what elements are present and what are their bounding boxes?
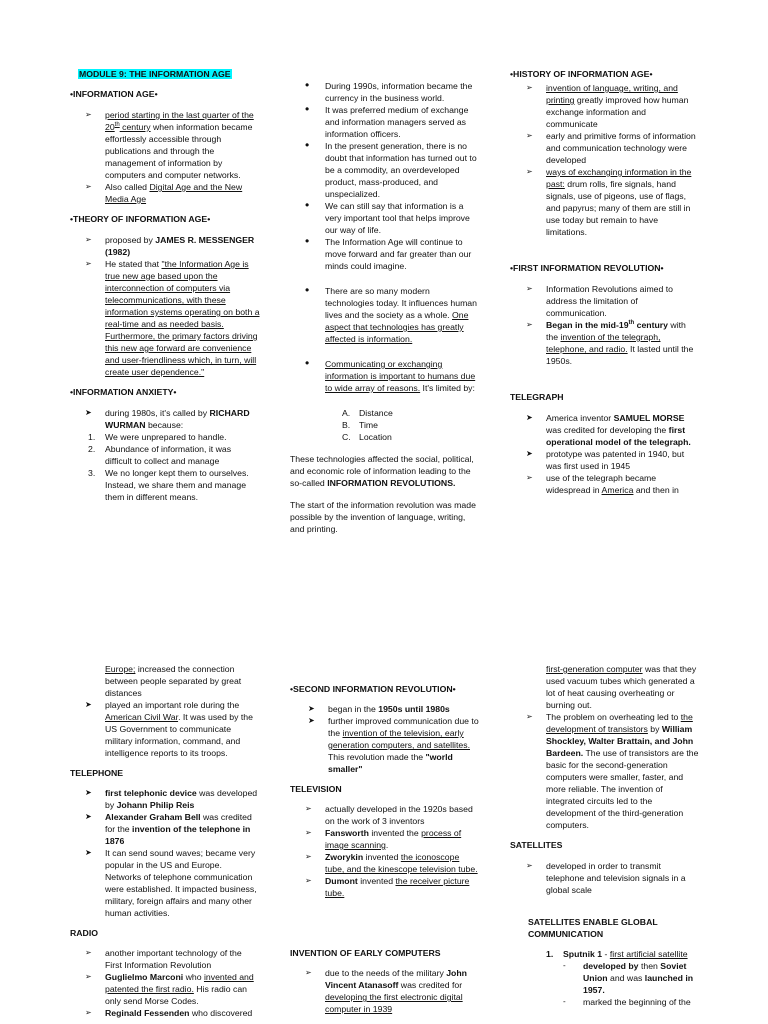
list-item: • The Information Age will continue to move forward and far greater than our minds could imagine. [305,234,472,271]
list-item: ➤ during 1980s, it's called by RICHARD WURMAN because: [85,408,250,430]
arrow-bullet-icon: ➢ [85,110,92,119]
telegraph-cont-list [85,699,260,759]
list-item: ➤ began in the 1950s until 1980s [308,704,450,714]
filled-arrow-bullet-icon: ➤ [85,700,92,709]
satellites-list [526,860,700,896]
list-item: • There are so many modern technologies today. It influences human lives and the society as a whole. One aspect that technologies has greatly affected is information. [305,283,477,344]
bullet-dot-icon: • [305,102,310,116]
list-item: ➢ Information Revolutions aimed to address the limitation of communication. [526,284,673,318]
heading-first-revolution: •FIRST INFORMATION REVOLUTION• [510,263,664,273]
bullet-dot-icon: • [305,138,310,152]
filled-arrow-bullet-icon: ➤ [308,704,315,713]
list-item: • We can still say that information is a very important tool that helps improve our way of life. [305,198,470,235]
list-item: ➢ Dumont invented the receiver picture tube. [305,876,470,898]
list-item: • It was preferred medium of exchange and information managers served as information officers. [305,102,469,139]
arrow-bullet-icon: ➢ [85,972,92,981]
list-item: ➤ further improved communication due to the invention of the television, early generation computers, and satellites. This revolution made the "world smaller" [308,716,479,774]
list-item: ➢ use of the telegraph became widespread in America and then in [526,473,679,495]
early-computers-list [305,967,480,1015]
list-item: ➢ actually developed in the 1920s based on the work of 3 inventors [305,804,473,826]
list-item: ➢ due to the needs of the military John Vincent Atanasoff was credited for developing the first electronic digital computer in 1939 [305,968,467,1014]
transistors-list [526,711,700,831]
list-item: A. Distance [342,408,393,418]
list-item: ➢ Guglielmo Marconi who invented and patented the first radio. His radio can only send Morse Codes. [85,972,254,1006]
list-item: ➢ another important technology of the First Information Revolution [85,948,242,970]
filled-arrow-bullet-icon: ➤ [85,408,92,417]
sputnik-details-list [563,960,700,1008]
heading-telegraph: TELEGRAPH [510,392,564,402]
list-item: ➢ Also called Digital Age and the New Media Age [85,182,243,204]
satellite-examples-list [546,948,700,960]
list-item: ➢ Reginald Fessenden who discovered [85,1008,253,1018]
list-item: ➤ prototype was patented in 1940, but was first used in 1945 [526,449,685,471]
heading-information-age: •INFORMATION AGE• [70,89,158,99]
paragraph-revolutions: These technologies affected the social, political, and economic role of information leading to the so-called INFORMATION REVOLUTIONS. [290,454,474,488]
heading-theory: •THEORY OF INFORMATION AGE• [70,214,211,224]
telephone-list [85,787,260,919]
arrow-bullet-icon: ➢ [305,968,312,977]
limits-list [342,407,480,443]
anxiety-list [85,407,260,431]
heading-history: •HISTORY OF INFORMATION AGE• [510,69,653,79]
arrow-bullet-icon: ➢ [526,167,533,176]
second-revolution-list [308,703,480,775]
list-item: ➢ ways of exchanging information in the past: drum rolls, fire signals, hand signals, use of pigeons, use of flags, and papyrus; many of them are still in use today but remain to have limitations. [526,167,692,237]
list-item: • Communicating or exchanging information is important to humans due to wide array of reasons. It's limited by: [305,356,476,393]
heading-anxiety: •INFORMATION ANXIETY• [70,387,177,397]
column-3-bottom [510,663,700,1008]
arrow-bullet-icon: ➢ [305,852,312,861]
list-item: ➢ Zworykin invented the iconoscope tube, and the kinescope television tube. [305,852,478,874]
column-2-top [290,80,480,535]
arrow-bullet-icon: ➢ [305,804,312,813]
heading-global-communication: SATELLITES ENABLE GLOBAL COMMUNICATION [528,917,658,939]
column-1-top [70,68,260,503]
list-item: ➢ Began in the mid-19th century with the invention of the telegraph, telephone, and radio. It lasted until the 1950s. [526,320,694,366]
anxiety-reasons-list [88,431,260,503]
arrow-bullet-icon: ➢ [305,828,312,837]
list-item: ➢ period starting in the last quarter of the 20th century when information became effortlessly accessible through publications and through the management of information by computers and computer networks. [85,110,254,180]
list-item: - marked the beginning of the [563,997,691,1007]
heading-early-computers: INVENTION OF EARLY COMPUTERS [290,948,441,958]
arrow-bullet-icon: ➢ [526,712,533,721]
list-item: 3. We no longer kept them to ourselves. Instead, we share them and manage them in different means. [88,468,249,502]
bullet-dot-icon: • [305,198,310,212]
telegraph-list [526,412,700,496]
dash-bullet-icon: - [563,961,566,970]
first-revolution-list [526,283,700,367]
filled-arrow-bullet-icon: ➤ [526,449,533,458]
filled-arrow-bullet-icon: ➤ [308,716,315,725]
paragraph-first-generation: first-generation computer was that they used vacuum tubes which generated a lot of heat causing overheating or burning out. [546,664,697,710]
filled-arrow-bullet-icon: ➤ [85,812,92,821]
arrow-bullet-icon: ➢ [526,320,533,329]
arrow-bullet-icon: ➢ [526,861,533,870]
arrow-bullet-icon: ➢ [85,182,92,191]
paragraph-start: The start of the information revolution was made possible by the invention of language, writing, and printing. [290,500,476,534]
dash-bullet-icon: - [563,997,566,1006]
list-item: C. Location [342,432,392,442]
list-item: ➤ Alexander Graham Bell was credited for the invention of the telephone in 1876 [85,812,252,846]
arrow-bullet-icon: ➢ [85,1008,92,1017]
list-item: ➤ first telephonic device was developed by Johann Philip Reis [85,788,258,810]
info-1990s-list [305,80,480,394]
list-item: 1. We were unprepared to handle. [88,432,227,442]
arrow-bullet-icon: ➢ [526,131,533,140]
arrow-bullet-icon: ➢ [85,259,92,268]
list-item: • In the present generation, there is no doubt that information has turned out to be a commodity, an overdeveloped product, mass-produced, and unspecialized. [305,138,477,199]
list-item: ➢ developed in order to transmit telephone and television signals in a global scale [526,861,686,895]
bullet-dot-icon: • [305,78,310,92]
column-3-top [510,68,700,496]
list-item: ➢ early and primitive forms of information and communication technology were developed [526,131,696,165]
bullet-dot-icon: • [305,356,310,370]
filled-arrow-bullet-icon: ➤ [85,788,92,797]
radio-list [85,947,260,1019]
information-age-list [85,109,260,205]
theory-list [85,234,260,378]
list-item: B. Time [342,420,378,430]
list-item: ➢ The problem on overheating led to the development of transistors by William Shockley, Walter Brattain, and John Bardeen. The use of transistors are the basic for the second-generation computers were smaller, faster, and more reliable. The invention of integrated circuits led to the development of the third-generation computers. [526,712,699,830]
list-item: ➢ He stated that "the Information Age is true new age based upon the interconnection of computers via telecommunications, with these information systems operating on both a real-time and as needed basis. Furthermore, the primary factors driving this new age forward are convenience and user-friendliness which, in turn, will create user dependence." [85,259,260,377]
heading-second-revolution: •SECOND INFORMATION REVOLUTION• [290,684,456,694]
arrow-bullet-icon: ➢ [305,876,312,885]
filled-arrow-bullet-icon: ➤ [85,848,92,857]
list-item: 1. Sputnik 1 - first artificial satellite [546,949,688,959]
list-item: ➤ It can send sound waves; became very popular in the US and Europe. Networks of telephone communication were established. It impacted business, military, foreign affairs and many other human activities. [85,848,257,918]
list-item: 2. Abundance of information, it was difficult to collect and manage [88,444,232,466]
list-item: ➤ America inventor SAMUEL MORSE was credited for developing the first operational model of the telegraph. [526,413,691,447]
paragraph-europe: Europe; increased the connection between people separated by great distances [105,664,242,698]
bullet-dot-icon: • [305,234,310,248]
list-item: ➢ invention of language, writing, and printing greatly improved how human exchange information and communicate [526,83,689,129]
list-item: - developed by then Soviet Union and was launched in 1957. [563,961,694,995]
list-item: ➤ played an important role during the American Civil War. It was used by the US Government to communicate military information, command, and intelligence reports to its troops. [85,700,253,758]
list-item: ➢ Fansworth invented the process of image scanning. [305,828,462,850]
module-title: MODULE 9: THE INFORMATION AGE [79,69,231,79]
filled-arrow-bullet-icon: ➤ [526,413,533,422]
arrow-bullet-icon: ➢ [526,83,533,92]
bullet-dot-icon: • [305,283,310,297]
heading-television: TELEVISION [290,784,342,794]
heading-radio: RADIO [70,928,98,938]
television-list [305,803,480,899]
column-1-bottom [70,663,260,1019]
heading-satellites: SATELLITES [510,840,563,850]
list-item: ➢ proposed by JAMES R. MESSENGER (1982) [85,235,255,257]
heading-telephone: TELEPHONE [70,768,124,778]
history-list [526,82,700,238]
list-item: • During 1990s, information became the currency in the business world. [305,78,473,103]
arrow-bullet-icon: ➢ [85,948,92,957]
arrow-bullet-icon: ➢ [85,235,92,244]
arrow-bullet-icon: ➢ [526,284,533,293]
column-2-bottom [290,683,480,1015]
arrow-bullet-icon: ➢ [526,473,533,482]
